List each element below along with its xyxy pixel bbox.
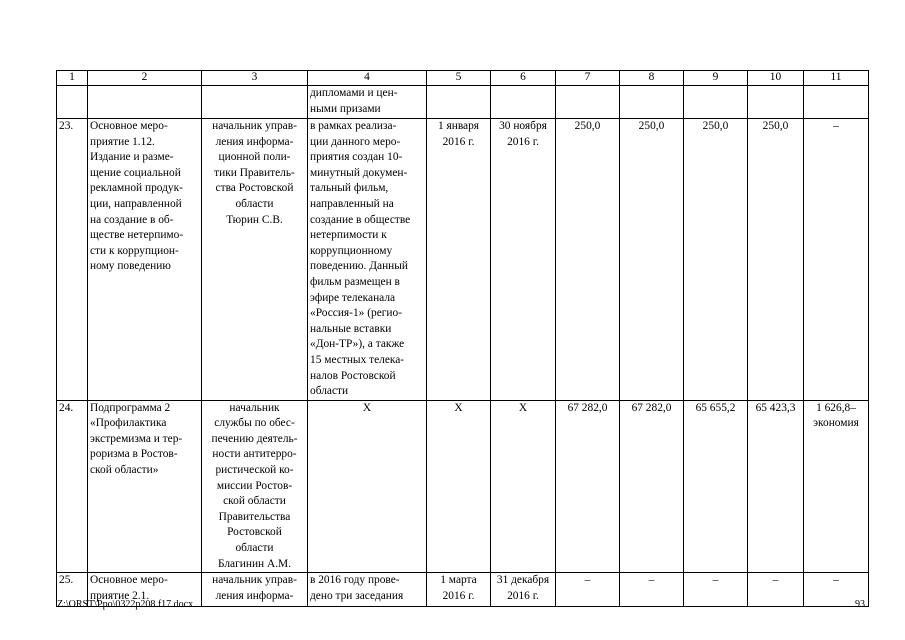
responsible-cell: начальник управ- ления информа- xyxy=(202,573,308,607)
responsible-cell: начальник службы по обес- печению деятель- ности антитерро- ристической ко- миссии Ростов- ской области Правительства Ростовской области Благинин А.М. xyxy=(202,400,308,573)
header-cell: 1 xyxy=(57,71,88,86)
start-date-cell: 1 марта 2016 г. xyxy=(427,573,491,607)
value-cell: 65 423,3 xyxy=(748,400,804,573)
value-cell: 250,0 xyxy=(684,119,748,401)
value-cell: – xyxy=(556,573,620,607)
header-cell: 6 xyxy=(491,71,556,86)
responsible-cell: начальник управ- ления информа- ционной поли- тики Правитель- ства Ростовской области Тюрин С.В. xyxy=(202,119,308,401)
header-cell: 8 xyxy=(620,71,684,86)
value-cell: 250,0 xyxy=(556,119,620,401)
start-date-cell: Х xyxy=(427,400,491,573)
row-number: 23. xyxy=(57,119,88,401)
table-row xyxy=(57,119,869,401)
table-row xyxy=(57,400,869,573)
report-table xyxy=(56,70,869,607)
header-cell: 11 xyxy=(804,71,869,86)
end-date-cell: Х xyxy=(491,400,556,573)
end-date-cell: 30 ноября 2016 г. xyxy=(491,119,556,401)
header-cell: 3 xyxy=(202,71,308,86)
result-cell: в рамках реализа- ции данного меро- приятия создан 10- минутный докумен- тальный фильм, направленный на создание в обществе нетерпимости к коррупционному поведению. Данный фильм размещен в эфире телеканала «Россия-1» (регио- нальные вставки «Дон-ТР»), а также 15 местных телека- налов Ростовской области xyxy=(308,119,427,401)
value-cell: 250,0 xyxy=(748,119,804,401)
activity-cell: Основное меро- приятие 2.1. xyxy=(88,573,202,607)
continuation-row xyxy=(57,86,869,119)
value-cell: 67 282,0 xyxy=(556,400,620,573)
value-cell: – xyxy=(748,573,804,607)
header-cell: 7 xyxy=(556,71,620,86)
start-date-cell: 1 января 2016 г. xyxy=(427,119,491,401)
result-cell: дипломами и цен- ными призами xyxy=(308,86,427,119)
header-cell: 5 xyxy=(427,71,491,86)
header-cell: 10 xyxy=(748,71,804,86)
page-number: 93 xyxy=(855,599,865,610)
value-cell: 250,0 xyxy=(620,119,684,401)
value-cell: – xyxy=(804,119,869,401)
footer-file-path: Z:\ORST\Ppo\0322p208.f17.docx xyxy=(57,599,194,610)
value-cell: 1 626,8– экономия xyxy=(804,400,869,573)
header-row xyxy=(57,71,869,86)
value-cell: 67 282,0 xyxy=(620,400,684,573)
value-cell: – xyxy=(620,573,684,607)
end-date-cell: 31 декабря 2016 г. xyxy=(491,573,556,607)
activity-cell: Подпрограмма 2 «Профилактика экстремизма и тер- роризма в Ростов- ской области» xyxy=(88,400,202,573)
header-cell: 9 xyxy=(684,71,748,86)
value-cell: 65 655,2 xyxy=(684,400,748,573)
activity-cell: Основное меро- приятие 1.12. Издание и разме- щение социальной рекламной продук- ции, направленной на создание в об- ществе нетерпимо- сти к коррупцион- ному поведению xyxy=(88,119,202,401)
result-cell: Х xyxy=(308,400,427,573)
value-cell: – xyxy=(804,573,869,607)
header-cell: 2 xyxy=(88,71,202,86)
row-number: 25. xyxy=(57,573,88,607)
value-cell: – xyxy=(684,573,748,607)
result-cell: в 2016 году прове- дено три заседания xyxy=(308,573,427,607)
row-number: 24. xyxy=(57,400,88,573)
header-cell: 4 xyxy=(308,71,427,86)
